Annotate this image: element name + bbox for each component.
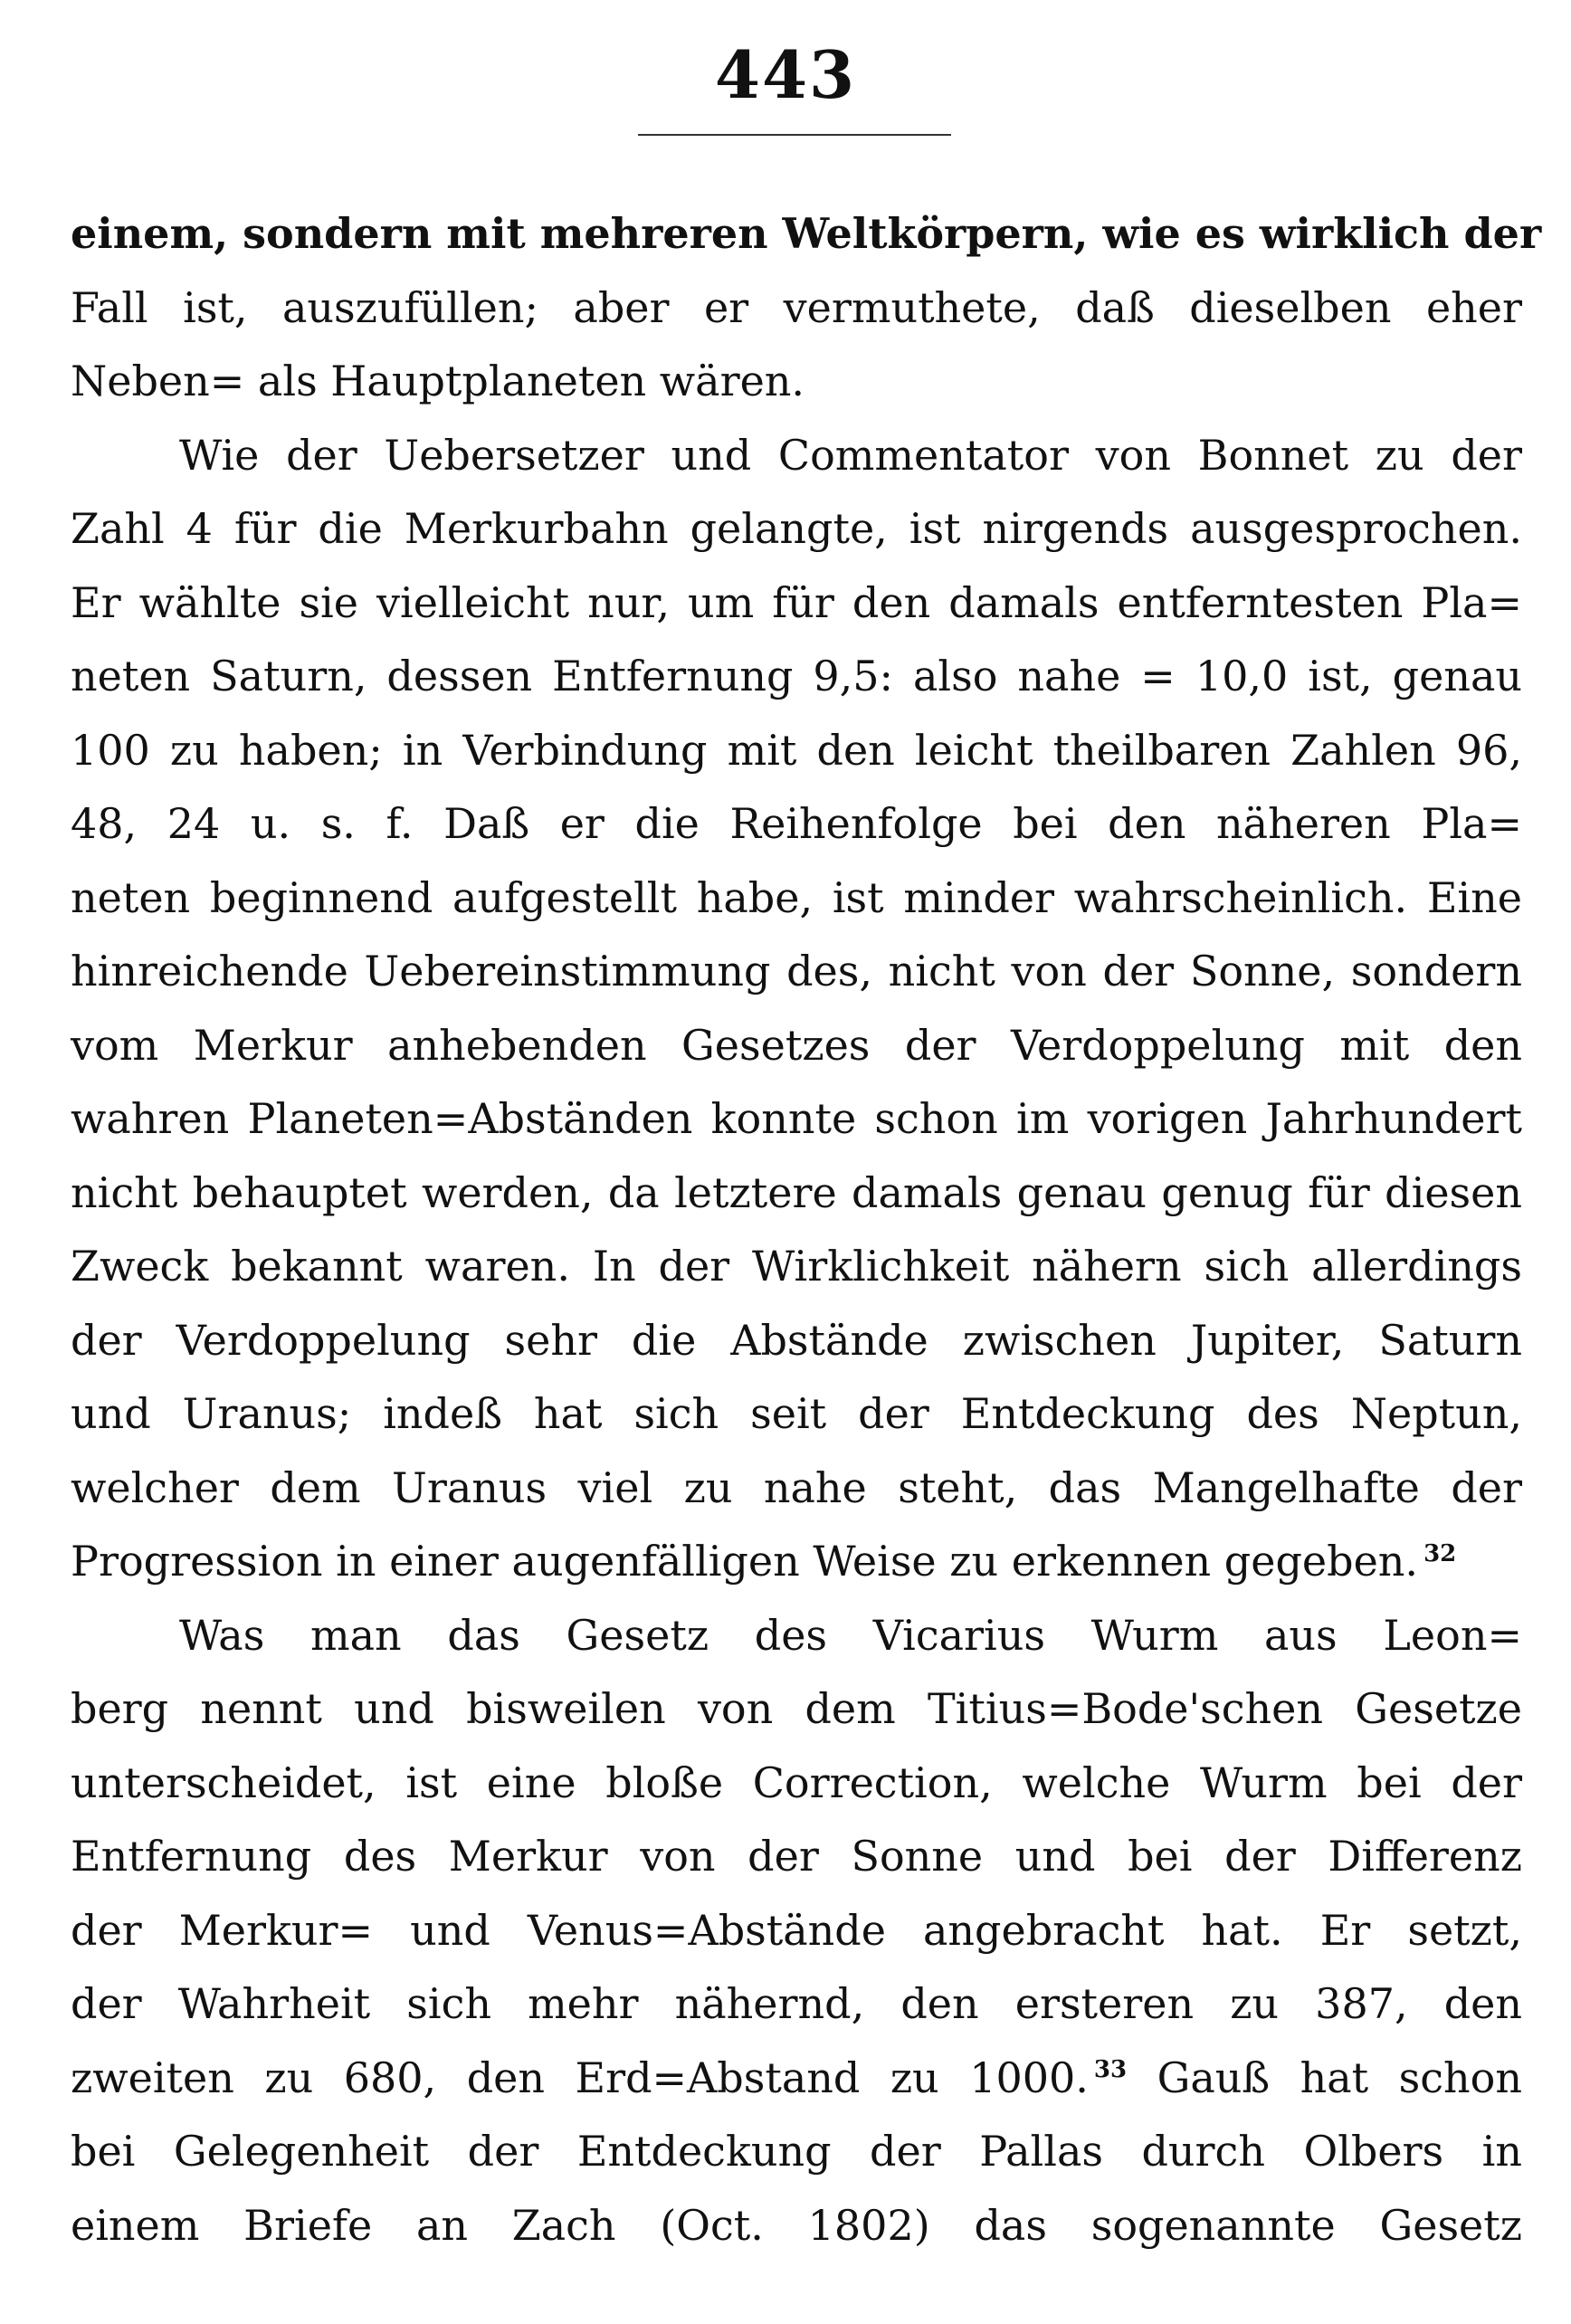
text-line: berg nennt und bisweilen von dem Titius=Bode'schen Gesetze: [71, 1684, 1522, 1733]
text-line: Fall ist, auszufüllen; aber er vermuthete, daß dieselben eher: [71, 282, 1522, 332]
text-line: Zahl 4 für die Merkurbahn gelangte, ist nirgends ausgesprochen.: [71, 504, 1522, 553]
text-line: der Verdoppelung sehr die Abstände zwischen Jupiter, Saturn: [71, 1315, 1522, 1365]
text-line: welcher dem Uranus viel zu nahe steht, das Mangelhafte der: [71, 1462, 1522, 1512]
text-line: bei Gelegenheit der Entdeckung der Pallas durch Olbers in: [71, 2127, 1522, 2176]
text-line: wahren Planeten=Abständen konnte schon im vorigen Jahrhundert: [71, 1094, 1522, 1143]
text-line: Entfernung des Merkur von der Sonne und bei der Differenz: [71, 1832, 1522, 1881]
text-line: der Merkur= und Venus=Abstände angebracht hat. Er setzt,: [71, 1905, 1522, 1955]
text-line: vom Merkur anhebenden Gesetzes der Verdoppelung mit den: [71, 1020, 1522, 1070]
header-rule: [638, 134, 951, 136]
text-line: neten beginnend aufgestellt habe, ist minder wahrscheinlich. Eine: [71, 872, 1522, 922]
footnote-marker: 33: [1093, 2056, 1128, 2084]
text-line: unterscheidet, ist eine bloße Correction, welche Wurm bei der: [71, 1757, 1522, 1807]
text-line-content: zweiten zu 680, den Erd=Abstand zu 1000.: [71, 2053, 1089, 2102]
footnote-marker: 32: [1423, 1539, 1457, 1567]
text-line: 100 zu haben; in Verbindung mit den leicht theilbaren Zahlen 96,: [71, 725, 1522, 775]
text-line: [71, 1525, 1522, 1599]
text-line: der Wahrheit sich mehr nähernd, den ersteren zu 387, den: [71, 1979, 1522, 2028]
text-line: Neben= als Hauptplaneten wären.: [71, 357, 805, 405]
text-line: Wie der Uebersetzer und Commentator von Bonnet zu der: [179, 430, 1522, 480]
text-line: [71, 2042, 1522, 2116]
text-line: einem Briefe an Zach (Oct. 1802) das sogenannte Gesetz: [71, 2200, 1522, 2250]
text-line: nicht behauptet werden, da letztere damals genau genug für diesen: [71, 1167, 1522, 1217]
text-line: Zweck bekannt waren. In der Wirklichkeit nähern sich allerdings: [71, 1242, 1522, 1291]
text-line-content: Progression in einer augenfälligen Weise zu erkennen gegeben.: [71, 1537, 1419, 1586]
text-line: hinreichende Uebereinstimmung des, nicht von der Sonne, sondern: [71, 947, 1522, 995]
text-line: neten Saturn, dessen Entfernung 9,5: also nahe = 10,0 ist, genau: [71, 652, 1522, 700]
page-number: 443: [714, 36, 857, 113]
text-line: Was man das Gesetz des Vicarius Wurm aus Leon=: [179, 1610, 1522, 1660]
text-line: und Uranus; indeß hat sich seit der Entdeckung des Neptun,: [71, 1389, 1522, 1438]
text-line-content: Gauß hat schon: [1157, 2053, 1522, 2102]
body-text: [71, 197, 1542, 2262]
text-line: 48, 24 u. s. f. Daß er die Reihenfolge bei den näheren Pla=: [71, 799, 1522, 848]
text-line: Er wählte sie vielleicht nur, um für den damals entferntesten Pla=: [71, 577, 1522, 627]
text-line: einem, sondern mit mehreren Weltkörpern, wie es wirklich der: [71, 209, 1542, 258]
